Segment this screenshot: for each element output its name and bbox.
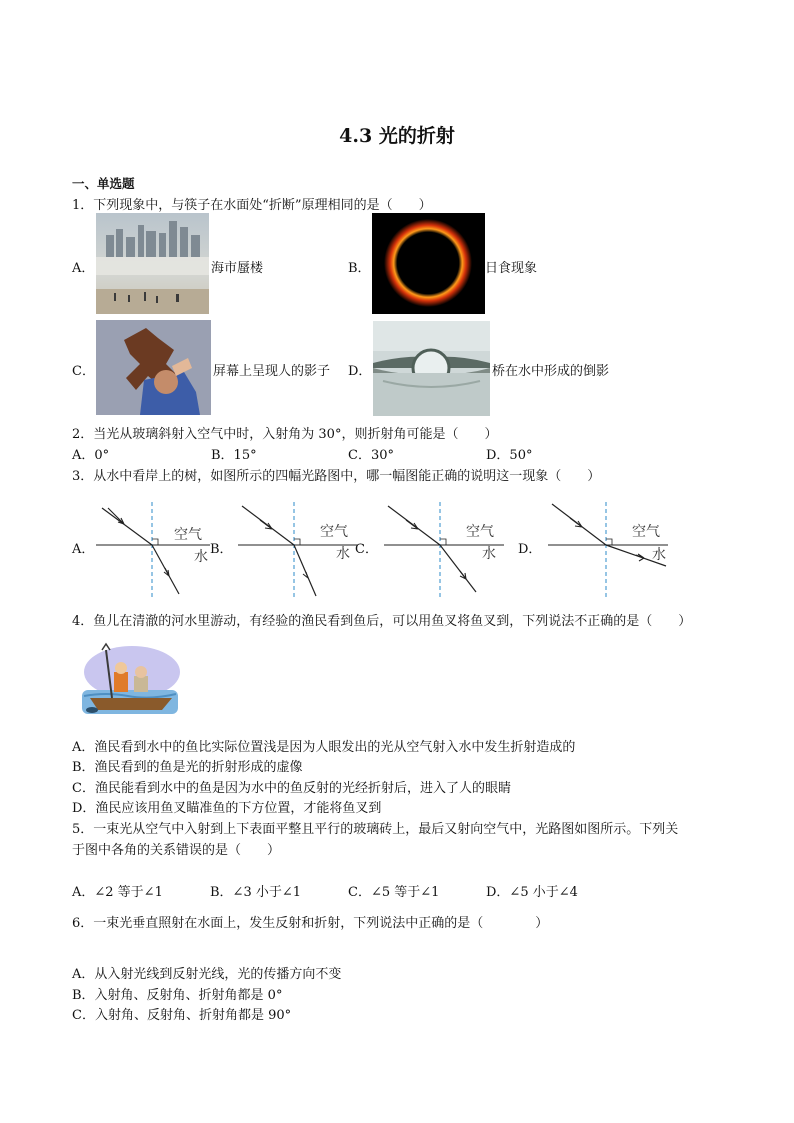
- water-label: 水: [336, 546, 350, 562]
- air-label: 空气: [632, 524, 660, 540]
- mirage-photo: [96, 213, 209, 314]
- air-label: 空气: [466, 524, 494, 540]
- light-path-diagram-a: [94, 500, 212, 600]
- q4-stem: 4．鱼儿在清澈的河水里游动，有经验的渔民看到鱼后，可以用鱼叉将鱼叉到，下列说法不正确的是（ ）: [72, 614, 692, 629]
- q1-stem: 1．下列现象中，与筷子在水面处“折断”原理相同的是（ ）: [72, 198, 432, 213]
- q1-option-b-letter: B．: [348, 261, 371, 276]
- q2-option-a: A．0°: [72, 448, 110, 463]
- light-path-diagram-c: [382, 500, 508, 600]
- q1-option-c-letter: C．: [72, 364, 95, 379]
- q6-option-a: A．从入射光线到反射光线，光的传播方向不变: [72, 967, 342, 982]
- q3-option-a-letter: A．: [72, 542, 95, 557]
- q6-option-b: B．入射角、反射角、折射角都是 0°: [72, 988, 283, 1003]
- light-path-diagram-d: [546, 500, 672, 600]
- q5-stem-line1: 5．一束光从空气中入射到上下表面平整且平行的玻璃砖上，最后又射向空气中，光路图如图所示。下列关: [72, 822, 679, 837]
- q3-option-b-letter: B．: [210, 542, 233, 557]
- q5-option-a: A．∠2 等于∠1: [72, 885, 163, 900]
- q4-option-b: B．渔民看到的鱼是光的折射形成的虚像: [72, 760, 303, 775]
- q1-option-b-label: 日食现象: [485, 261, 538, 276]
- section-heading: 一、单选题: [72, 176, 135, 191]
- q6-stem: 6．一束光垂直照射在水面上，发生反射和折射，下列说法中正确的是（ ）: [72, 916, 549, 931]
- bridge-reflection-photo: [373, 321, 490, 416]
- solar-eclipse-photo: [372, 213, 485, 314]
- q2-option-c: C．30°: [348, 448, 394, 463]
- q3-option-d-letter: D．: [518, 542, 542, 557]
- page-title: 4.3 光的折射: [339, 125, 455, 147]
- q1-option-a-letter: A．: [72, 261, 95, 276]
- q5-option-c: C．∠5 等于∠1: [348, 885, 440, 900]
- shadow-play-photo: [96, 320, 211, 415]
- water-label: 水: [652, 547, 666, 563]
- q2-option-b: B．15°: [211, 448, 257, 463]
- q5-option-d: D．∠5 小于∠4: [486, 885, 578, 900]
- q1-option-a-label: 海市蜃楼: [211, 261, 264, 276]
- q5-option-b: B．∠3 小于∠1: [210, 885, 302, 900]
- fisherman-boat-illustration: [76, 642, 182, 718]
- q2-option-d: D．50°: [486, 448, 533, 463]
- air-label: 空气: [320, 524, 348, 540]
- q1-option-c-label: 屏幕上呈现人的影子: [213, 364, 331, 379]
- q3-stem: 3．从水中看岸上的树，如图所示的四幅光路图中，哪一幅图能正确的说明这一现象（ ）: [72, 469, 601, 484]
- water-label: 水: [194, 549, 208, 565]
- q4-option-c: C．渔民能看到水中的鱼是因为水中的鱼反射的光经折射后，进入了人的眼睛: [72, 781, 511, 796]
- q4-option-a: A．渔民看到水中的鱼比实际位置浅是因为人眼发出的光从空气射入水中发生折射造成的: [72, 740, 576, 755]
- air-label: 空气: [174, 527, 202, 543]
- q4-option-d: D．渔民应该用鱼叉瞄准鱼的下方位置，才能将鱼叉到: [72, 801, 382, 816]
- q3-option-c-letter: C．: [355, 542, 378, 557]
- q2-stem: 2．当光从玻璃斜射入空气中时，入射角为 30°，则折射角可能是（ ）: [72, 427, 498, 442]
- water-label: 水: [482, 546, 496, 562]
- q1-option-d-letter: D．: [348, 364, 372, 379]
- q5-stem-line2: 于图中各角的关系错误的是（ ）: [72, 843, 281, 858]
- q6-option-c: C．入射角、反射角、折射角都是 90°: [72, 1008, 292, 1023]
- q1-option-d-label: 桥在水中形成的倒影: [492, 364, 610, 379]
